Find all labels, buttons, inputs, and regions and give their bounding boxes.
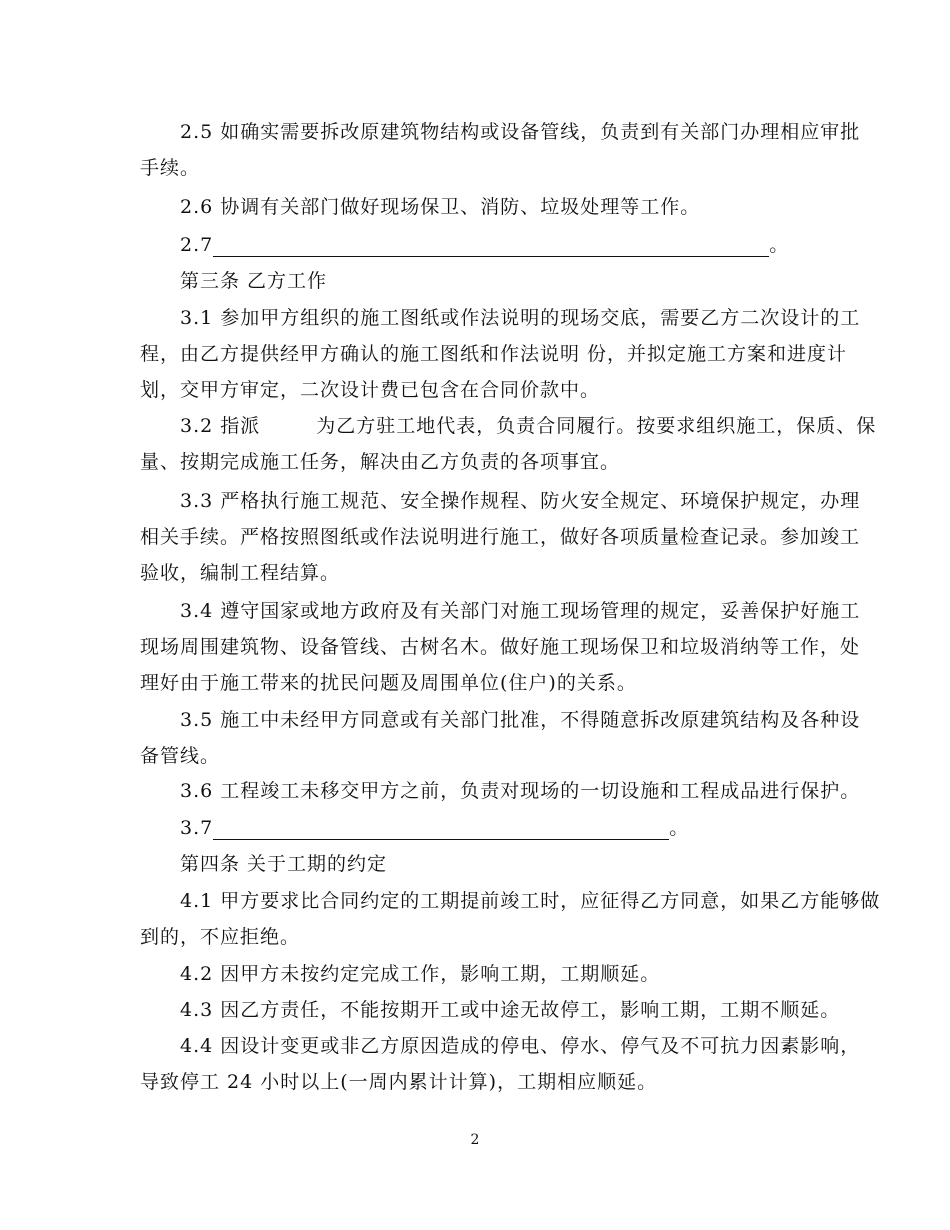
clause-3-7	[140, 810, 812, 846]
clause-2-7	[140, 227, 812, 263]
clause-3-4-line-3: 理好由于施工带来的扰民问题及周围单位(住户)的关系。	[140, 672, 637, 694]
clause-3-4	[140, 593, 861, 701]
blank-line-3-7	[213, 817, 669, 840]
clause-4-4	[140, 1028, 861, 1100]
clause-3-7-number: 3.7	[180, 817, 214, 839]
clause-3-1-line-1: 3.1 参加甲方组织的施工图纸或作法说明的现场交底，需要乙方二次设计的工	[180, 307, 861, 329]
article-3-title: 第三条 乙方工作	[180, 270, 328, 292]
clause-3-5-line-1: 3.5 施工中未经甲方同意或有关部门批准，不得随意拆改原建筑结构及各种设	[180, 709, 861, 731]
clause-3-3-line-1: 3.3 严格执行施工规范、安全操作规程、防火安全规定、环境保护规定，办理	[180, 490, 861, 512]
article-4-heading	[140, 846, 812, 882]
clause-2-6	[140, 189, 812, 225]
clause-3-2	[140, 408, 877, 480]
clause-3-1-line-2: 程，由乙方提供经甲方确认的施工图纸和作法说明 份，并拟定施工方案和进度计	[140, 343, 848, 365]
clause-4-1	[140, 883, 881, 955]
clause-3-3-line-3: 验收，编制工程结算。	[140, 562, 341, 584]
blank-line-2-7	[213, 234, 769, 257]
clause-2-6-line-1: 2.6 协调有关部门做好现场保卫、消防、垃圾处理等工作。	[180, 196, 701, 218]
clause-4-4-line-2: 导致停工 24 小时以上(一周内累计计算)，工期相应顺延。	[140, 1071, 658, 1093]
clause-2-7-number: 2.7	[180, 234, 214, 256]
clause-2-5-line-2: 手续。	[140, 157, 201, 179]
clause-2-5	[140, 114, 861, 186]
clause-2-7-end: 。	[769, 234, 790, 256]
clause-3-6	[140, 773, 861, 809]
clause-4-2-line-1: 4.2 因甲方未按约定完成工作，影响工期，工期顺延。	[180, 963, 661, 985]
clause-3-3-line-2: 相关手续。严格按照图纸或作法说明进行施工，做好各项质量检查记录。参加竣工	[140, 526, 861, 548]
clause-4-4-line-1: 4.4 因设计变更或非乙方原因造成的停电、停水、停气及不可抗力因素影响，	[180, 1035, 861, 1057]
clause-3-5	[140, 702, 861, 774]
clause-4-2	[140, 956, 812, 992]
clause-3-4-line-2: 现场周围建筑物、设备管线、古树名木。做好施工现场保卫和垃圾消纳等工作，处	[140, 636, 861, 658]
clause-3-7-end: 。	[669, 817, 690, 839]
clause-4-1-line-2: 到的，不应拒绝。	[140, 926, 301, 948]
article-3-heading	[140, 263, 812, 299]
clause-3-1-line-3: 划，交甲方审定，二次设计费已包含在合同价款中。	[140, 379, 601, 401]
clause-3-4-line-1: 3.4 遵守国家或地方政府及有关部门对施工现场管理的规定，妥善保护好施工	[180, 600, 861, 622]
clause-3-5-line-2: 备管线。	[140, 745, 221, 767]
article-4-title: 第四条 关于工期的约定	[180, 853, 388, 875]
clause-3-2-start: 3.2 指派	[180, 415, 261, 437]
clause-3-6-line-1: 3.6 工程竣工未移交甲方之前，负责对现场的一切设施和工程成品进行保护。	[180, 780, 861, 802]
clause-2-5-line-1: 2.5 如确实需要拆改原建筑物结构或设备管线，负责到有关部门办理相应审批	[180, 121, 861, 143]
clause-4-3-line-1: 4.3 因乙方责任，不能按期开工或中途无故停工，影响工期，工期不顺延。	[180, 999, 841, 1021]
clause-3-3	[140, 483, 861, 591]
clause-4-3	[140, 992, 841, 1028]
clause-3-2-rest: 为乙方驻工地代表，负责合同履行。按要求组织施工，保质、保	[316, 415, 877, 437]
page-number: 2	[470, 1132, 480, 1148]
clause-3-1	[140, 300, 861, 408]
clause-3-2-line-2: 量、按期完成施工任务，解决由乙方负责的各项事宜。	[140, 451, 621, 473]
clause-4-1-line-1: 4.1 甲方要求比合同约定的工期提前竣工时，应征得乙方同意，如果乙方能够做	[180, 890, 881, 912]
